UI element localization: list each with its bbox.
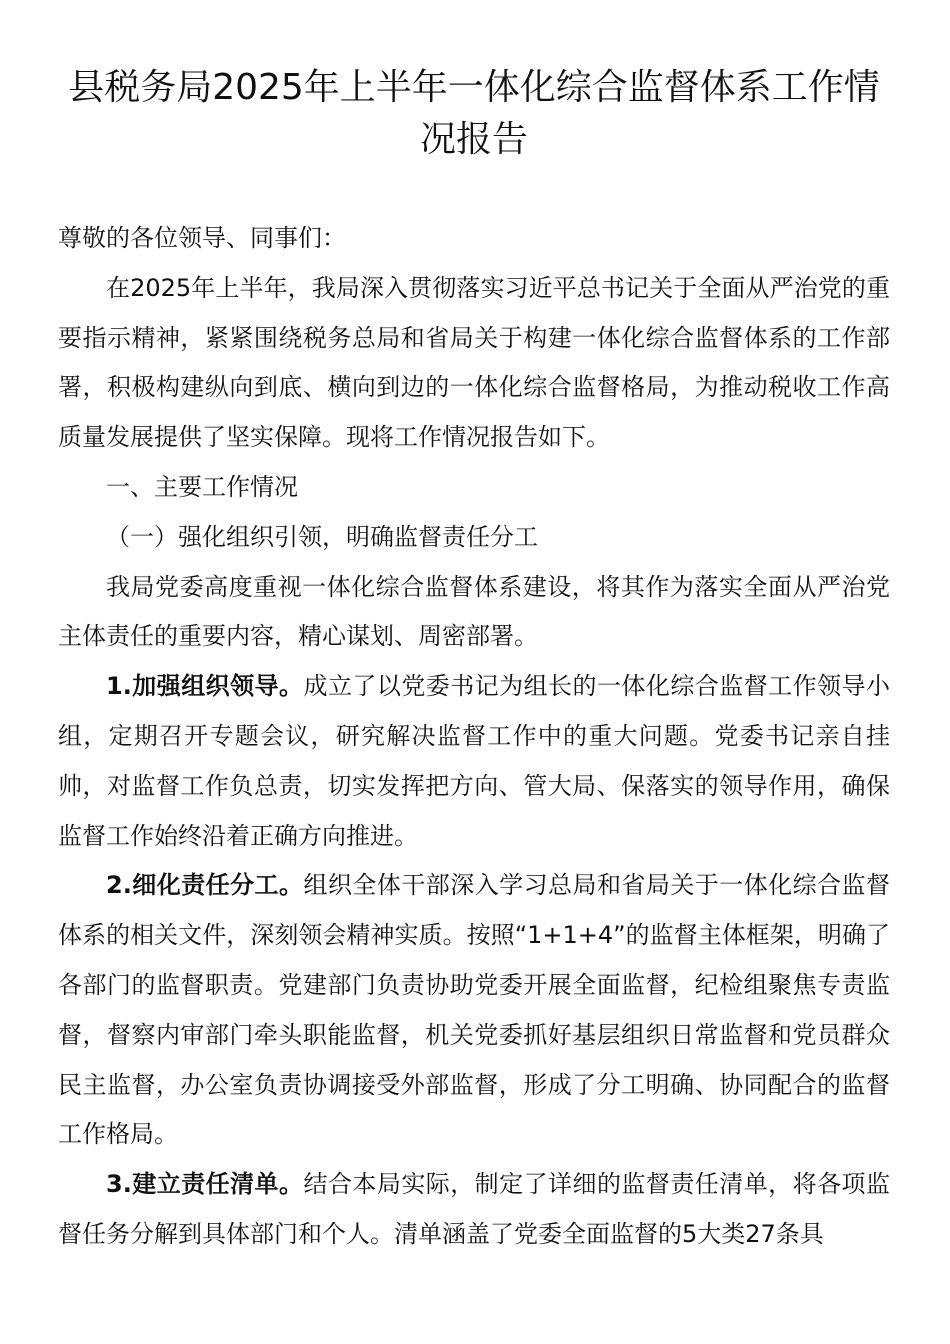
intro-paragraph: 在2025年上半年，我局深入贯彻落实习近平总书记关于全面从严治党的重要指示精神，紧紧围绕税务总局和省局关于构建一体化综合监督体系的工作部署，积极构建纵向到底、横向到边的一体化综合监督格局，为推动税收工作高质量发展提供了坚实保障。现将工作情况报告如下。 [58,273,890,452]
salutation: 尊敬的各位领导、同事们： [58,224,346,252]
item-paragraph [58,861,890,1160]
document-body [58,214,890,1260]
item-text: 成立了以党委书记为组长的一体化综合监督工作领导小组，定期召开专题会议，研究解决监督工作中的重大问题。党委书记亲自挂帅，对监督工作负总责，切实发挥把方向、管大局、保落实的领导作用，确保监督工作始终沿着正确方向推进。 [58,672,890,850]
subsection-heading: （一）强化组织引领，明确监督责任分工 [106,522,538,551]
item-paragraph [58,662,890,861]
item-heading: 2.细化责任分工。 [106,871,304,900]
document-title: 县税务局2025年上半年一体化综合监督体系工作情况报告 [68,67,880,160]
item-text: 组织全体干部深入学习总局和省局关于一体化综合监督体系的相关文件，深刻领会精神实质。按照“1+1+4”的监督主体框架，明确了各部门的监督职责。党建部门负责协助党委开展全面监督，纪检组聚焦专责监督，督察内审部门牵头职能监督，机关党委抓好基层组织日常监督和党员群众民主监督，办公室负责协调接受外部监督，形成了分工明确、协同配合的监督工作格局。 [58,871,890,1149]
section-heading: 一、主要工作情况 [106,472,298,501]
item-paragraph [58,1160,890,1260]
item-text: 结合本局实际，制定了详细的监督责任清单，将各项监督任务分解到具体部门和个人。清单涵盖了党委全面监督的5大类27条具 [58,1170,890,1248]
item-heading: 1.加强组织领导。 [106,672,304,701]
subsection-intro-paragraph: 我局党委高度重视一体化综合监督体系建设，将其作为落实全面从严治党主体责任的重要内容，精心谋划、周密部署。 [58,572,890,651]
item-heading: 3.建立责任清单。 [106,1170,304,1199]
